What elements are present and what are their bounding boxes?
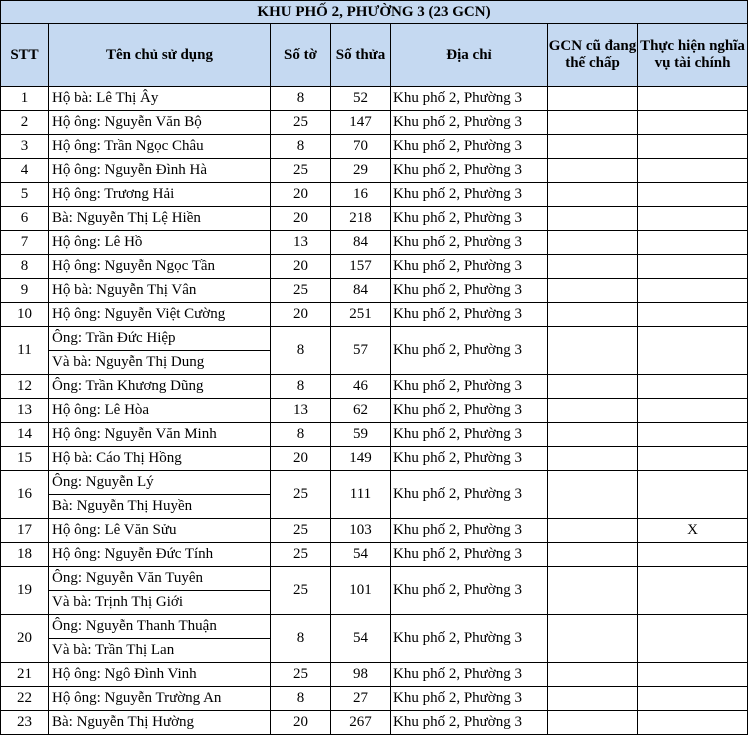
cell-so-to: 20 bbox=[271, 303, 331, 327]
cell-owner-name: Bà: Nguyễn Thị Lệ Hiền bbox=[49, 207, 271, 231]
cell-owner-name: Hộ ông: Nguyễn Việt Cường bbox=[49, 303, 271, 327]
header-name: Tên chủ sử dụng bbox=[49, 24, 271, 87]
cell-so-to: 20 bbox=[271, 711, 331, 735]
cell-nghia-vu bbox=[638, 303, 748, 327]
table-row bbox=[1, 543, 748, 567]
cell-gcn bbox=[548, 543, 638, 567]
header-so-to: Số tờ bbox=[271, 24, 331, 87]
cell-owner-name: Và bà: Trần Thị Lan bbox=[49, 639, 271, 663]
cell-so-thua: 57 bbox=[331, 327, 391, 375]
table-body bbox=[1, 87, 748, 735]
cell-so-to: 25 bbox=[271, 159, 331, 183]
cell-stt: 21 bbox=[1, 663, 49, 687]
cell-gcn bbox=[548, 423, 638, 447]
cell-owner-name: Và bà: Nguyễn Thị Dung bbox=[49, 351, 271, 375]
cell-so-thua: 46 bbox=[331, 375, 391, 399]
cell-owner-name: Hộ ông: Trương Hải bbox=[49, 183, 271, 207]
cell-stt: 2 bbox=[1, 111, 49, 135]
cell-stt: 10 bbox=[1, 303, 49, 327]
header-dia-chi: Địa chỉ bbox=[391, 24, 548, 87]
table-row bbox=[1, 615, 748, 639]
cell-stt: 23 bbox=[1, 711, 49, 735]
cell-stt: 7 bbox=[1, 231, 49, 255]
cell-so-thua: 59 bbox=[331, 423, 391, 447]
table-row bbox=[1, 207, 748, 231]
cell-gcn bbox=[548, 399, 638, 423]
cell-dia-chi: Khu phố 2, Phường 3 bbox=[391, 447, 548, 471]
cell-owner-name: Ông: Trần Khương Dũng bbox=[49, 375, 271, 399]
table-row bbox=[1, 711, 748, 735]
cell-owner-name: Hộ ông: Lê Hòa bbox=[49, 399, 271, 423]
cell-owner-name: Bà: Nguyễn Thị Hường bbox=[49, 711, 271, 735]
cell-gcn bbox=[548, 279, 638, 303]
table-row bbox=[1, 279, 748, 303]
cell-so-to: 8 bbox=[271, 135, 331, 159]
cell-so-thua: 29 bbox=[331, 159, 391, 183]
cell-nghia-vu bbox=[638, 255, 748, 279]
table-row bbox=[1, 111, 748, 135]
table-row bbox=[1, 231, 748, 255]
table-row bbox=[1, 567, 748, 591]
cell-owner-name: Bà: Nguyễn Thị Huyền bbox=[49, 495, 271, 519]
cell-dia-chi: Khu phố 2, Phường 3 bbox=[391, 279, 548, 303]
table-row bbox=[1, 423, 748, 447]
cell-dia-chi: Khu phố 2, Phường 3 bbox=[391, 183, 548, 207]
cell-so-to: 8 bbox=[271, 87, 331, 111]
cell-owner-name: Hộ ông: Nguyễn Trường An bbox=[49, 687, 271, 711]
cell-gcn bbox=[548, 159, 638, 183]
cell-so-to: 13 bbox=[271, 399, 331, 423]
cell-owner-name: Hộ bà: Cáo Thị Hồng bbox=[49, 447, 271, 471]
cell-dia-chi: Khu phố 2, Phường 3 bbox=[391, 423, 548, 447]
cell-dia-chi: Khu phố 2, Phường 3 bbox=[391, 519, 548, 543]
cell-owner-name: Và bà: Trịnh Thị Giới bbox=[49, 591, 271, 615]
cell-nghia-vu bbox=[638, 375, 748, 399]
cell-nghia-vu bbox=[638, 135, 748, 159]
cell-gcn bbox=[548, 135, 638, 159]
cell-stt: 11 bbox=[1, 327, 49, 375]
cell-stt: 1 bbox=[1, 87, 49, 111]
cell-gcn bbox=[548, 303, 638, 327]
cell-nghia-vu bbox=[638, 543, 748, 567]
cell-so-thua: 62 bbox=[331, 399, 391, 423]
cell-nghia-vu bbox=[638, 711, 748, 735]
cell-nghia-vu bbox=[638, 231, 748, 255]
cell-nghia-vu bbox=[638, 423, 748, 447]
cell-nghia-vu bbox=[638, 87, 748, 111]
cell-so-thua: 84 bbox=[331, 279, 391, 303]
cell-stt: 5 bbox=[1, 183, 49, 207]
table-row bbox=[1, 303, 748, 327]
cell-stt: 9 bbox=[1, 279, 49, 303]
table-row bbox=[1, 663, 748, 687]
table-row bbox=[1, 183, 748, 207]
cell-nghia-vu bbox=[638, 663, 748, 687]
cell-dia-chi: Khu phố 2, Phường 3 bbox=[391, 303, 548, 327]
cell-nghia-vu bbox=[638, 207, 748, 231]
cell-so-to: 25 bbox=[271, 519, 331, 543]
cell-nghia-vu bbox=[638, 399, 748, 423]
cell-stt: 22 bbox=[1, 687, 49, 711]
table-title: KHU PHỐ 2, PHƯỜNG 3 (23 GCN) bbox=[1, 1, 748, 24]
cell-owner-name: Hộ ông: Nguyễn Văn Bộ bbox=[49, 111, 271, 135]
table-row bbox=[1, 471, 748, 495]
cell-gcn bbox=[548, 567, 638, 615]
cell-so-thua: 147 bbox=[331, 111, 391, 135]
cell-nghia-vu bbox=[638, 447, 748, 471]
cell-stt: 17 bbox=[1, 519, 49, 543]
table-row bbox=[1, 399, 748, 423]
cell-dia-chi: Khu phố 2, Phường 3 bbox=[391, 663, 548, 687]
cell-owner-name: Hộ bà: Nguyễn Thị Vân bbox=[49, 279, 271, 303]
cell-stt: 12 bbox=[1, 375, 49, 399]
cell-so-to: 25 bbox=[271, 567, 331, 615]
cell-so-thua: 149 bbox=[331, 447, 391, 471]
cell-so-thua: 98 bbox=[331, 663, 391, 687]
cell-stt: 16 bbox=[1, 471, 49, 519]
cell-stt: 15 bbox=[1, 447, 49, 471]
cell-owner-name: Hộ ông: Nguyễn Ngọc Tần bbox=[49, 255, 271, 279]
cell-owner-name: Ông: Nguyễn Thanh Thuận bbox=[49, 615, 271, 639]
cell-so-thua: 251 bbox=[331, 303, 391, 327]
cell-dia-chi: Khu phố 2, Phường 3 bbox=[391, 711, 548, 735]
cell-dia-chi: Khu phố 2, Phường 3 bbox=[391, 231, 548, 255]
cell-so-to: 8 bbox=[271, 327, 331, 375]
cell-dia-chi: Khu phố 2, Phường 3 bbox=[391, 87, 548, 111]
cell-so-thua: 101 bbox=[331, 567, 391, 615]
cell-so-thua: 111 bbox=[331, 471, 391, 519]
table-row bbox=[1, 87, 748, 111]
cell-owner-name: Ông: Nguyễn Văn Tuyên bbox=[49, 567, 271, 591]
table-row bbox=[1, 255, 748, 279]
header-stt: STT bbox=[1, 24, 49, 87]
cell-stt: 14 bbox=[1, 423, 49, 447]
cell-stt: 19 bbox=[1, 567, 49, 615]
cell-owner-name: Hộ ông: Trần Ngọc Châu bbox=[49, 135, 271, 159]
cell-gcn bbox=[548, 687, 638, 711]
cell-gcn bbox=[548, 471, 638, 519]
cell-so-to: 20 bbox=[271, 207, 331, 231]
cell-gcn bbox=[548, 663, 638, 687]
cell-owner-name: Hộ ông: Lê Hồ bbox=[49, 231, 271, 255]
cell-so-thua: 52 bbox=[331, 87, 391, 111]
cell-so-thua: 54 bbox=[331, 543, 391, 567]
cell-owner-name: Ông: Nguyễn Lý bbox=[49, 471, 271, 495]
table-row bbox=[1, 327, 748, 351]
cell-so-thua: 54 bbox=[331, 615, 391, 663]
cell-so-to: 25 bbox=[271, 111, 331, 135]
cell-so-thua: 103 bbox=[331, 519, 391, 543]
cell-stt: 18 bbox=[1, 543, 49, 567]
cell-so-to: 8 bbox=[271, 375, 331, 399]
cell-gcn bbox=[548, 711, 638, 735]
cell-so-to: 8 bbox=[271, 615, 331, 663]
cell-so-to: 13 bbox=[271, 231, 331, 255]
header-gcn: GCN cũ đang thế chấp bbox=[548, 24, 638, 87]
table-row bbox=[1, 519, 748, 543]
cell-owner-name: Ông: Trần Đức Hiệp bbox=[49, 327, 271, 351]
cell-gcn bbox=[548, 255, 638, 279]
cell-gcn bbox=[548, 111, 638, 135]
cell-nghia-vu bbox=[638, 183, 748, 207]
cell-owner-name: Hộ ông: Nguyễn Đức Tính bbox=[49, 543, 271, 567]
table-row bbox=[1, 687, 748, 711]
cell-owner-name: Hộ ông: Nguyễn Đình Hà bbox=[49, 159, 271, 183]
cell-gcn bbox=[548, 447, 638, 471]
cell-dia-chi: Khu phố 2, Phường 3 bbox=[391, 327, 548, 375]
cell-nghia-vu bbox=[638, 111, 748, 135]
cell-so-thua: 27 bbox=[331, 687, 391, 711]
cell-owner-name: Hộ ông: Lê Văn Sửu bbox=[49, 519, 271, 543]
cell-nghia-vu bbox=[638, 471, 748, 519]
table-row bbox=[1, 135, 748, 159]
cell-gcn bbox=[548, 375, 638, 399]
cell-dia-chi: Khu phố 2, Phường 3 bbox=[391, 471, 548, 519]
cell-nghia-vu: X bbox=[638, 519, 748, 543]
cell-so-thua: 218 bbox=[331, 207, 391, 231]
cell-gcn bbox=[548, 207, 638, 231]
cell-so-thua: 157 bbox=[331, 255, 391, 279]
table-row bbox=[1, 375, 748, 399]
cell-dia-chi: Khu phố 2, Phường 3 bbox=[391, 399, 548, 423]
cell-owner-name: Hộ ông: Ngô Đình Vinh bbox=[49, 663, 271, 687]
cell-stt: 3 bbox=[1, 135, 49, 159]
cell-so-thua: 16 bbox=[331, 183, 391, 207]
cell-nghia-vu bbox=[638, 615, 748, 663]
cell-so-to: 25 bbox=[271, 663, 331, 687]
cell-stt: 13 bbox=[1, 399, 49, 423]
cell-so-to: 20 bbox=[271, 447, 331, 471]
header-so-thua: Số thửa bbox=[331, 24, 391, 87]
cell-nghia-vu bbox=[638, 159, 748, 183]
cell-dia-chi: Khu phố 2, Phường 3 bbox=[391, 111, 548, 135]
cell-gcn bbox=[548, 231, 638, 255]
cell-nghia-vu bbox=[638, 279, 748, 303]
cell-so-to: 8 bbox=[271, 423, 331, 447]
cell-stt: 20 bbox=[1, 615, 49, 663]
cell-so-to: 20 bbox=[271, 255, 331, 279]
cell-dia-chi: Khu phố 2, Phường 3 bbox=[391, 135, 548, 159]
cell-gcn bbox=[548, 183, 638, 207]
cell-nghia-vu bbox=[638, 687, 748, 711]
cell-stt: 6 bbox=[1, 207, 49, 231]
cell-dia-chi: Khu phố 2, Phường 3 bbox=[391, 159, 548, 183]
cell-dia-chi: Khu phố 2, Phường 3 bbox=[391, 567, 548, 615]
header-nghia-vu: Thực hiện nghĩa vụ tài chính bbox=[638, 24, 748, 87]
cell-nghia-vu bbox=[638, 327, 748, 375]
cell-so-thua: 70 bbox=[331, 135, 391, 159]
cell-dia-chi: Khu phố 2, Phường 3 bbox=[391, 375, 548, 399]
table-row bbox=[1, 447, 748, 471]
cell-so-thua: 267 bbox=[331, 711, 391, 735]
cell-so-to: 8 bbox=[271, 687, 331, 711]
cell-dia-chi: Khu phố 2, Phường 3 bbox=[391, 615, 548, 663]
cell-owner-name: Hộ bà: Lê Thị Ây bbox=[49, 87, 271, 111]
cell-so-to: 25 bbox=[271, 543, 331, 567]
cell-gcn bbox=[548, 615, 638, 663]
cell-dia-chi: Khu phố 2, Phường 3 bbox=[391, 687, 548, 711]
cell-gcn bbox=[548, 519, 638, 543]
cell-dia-chi: Khu phố 2, Phường 3 bbox=[391, 255, 548, 279]
cell-stt: 4 bbox=[1, 159, 49, 183]
table-row bbox=[1, 159, 748, 183]
cell-owner-name: Hộ ông: Nguyễn Văn Minh bbox=[49, 423, 271, 447]
cell-dia-chi: Khu phố 2, Phường 3 bbox=[391, 207, 548, 231]
cell-stt: 8 bbox=[1, 255, 49, 279]
cell-so-to: 20 bbox=[271, 183, 331, 207]
cell-so-thua: 84 bbox=[331, 231, 391, 255]
cell-so-to: 25 bbox=[271, 471, 331, 519]
cell-dia-chi: Khu phố 2, Phường 3 bbox=[391, 543, 548, 567]
cell-nghia-vu bbox=[638, 567, 748, 615]
cell-gcn bbox=[548, 87, 638, 111]
cell-so-to: 25 bbox=[271, 279, 331, 303]
cell-gcn bbox=[548, 327, 638, 375]
